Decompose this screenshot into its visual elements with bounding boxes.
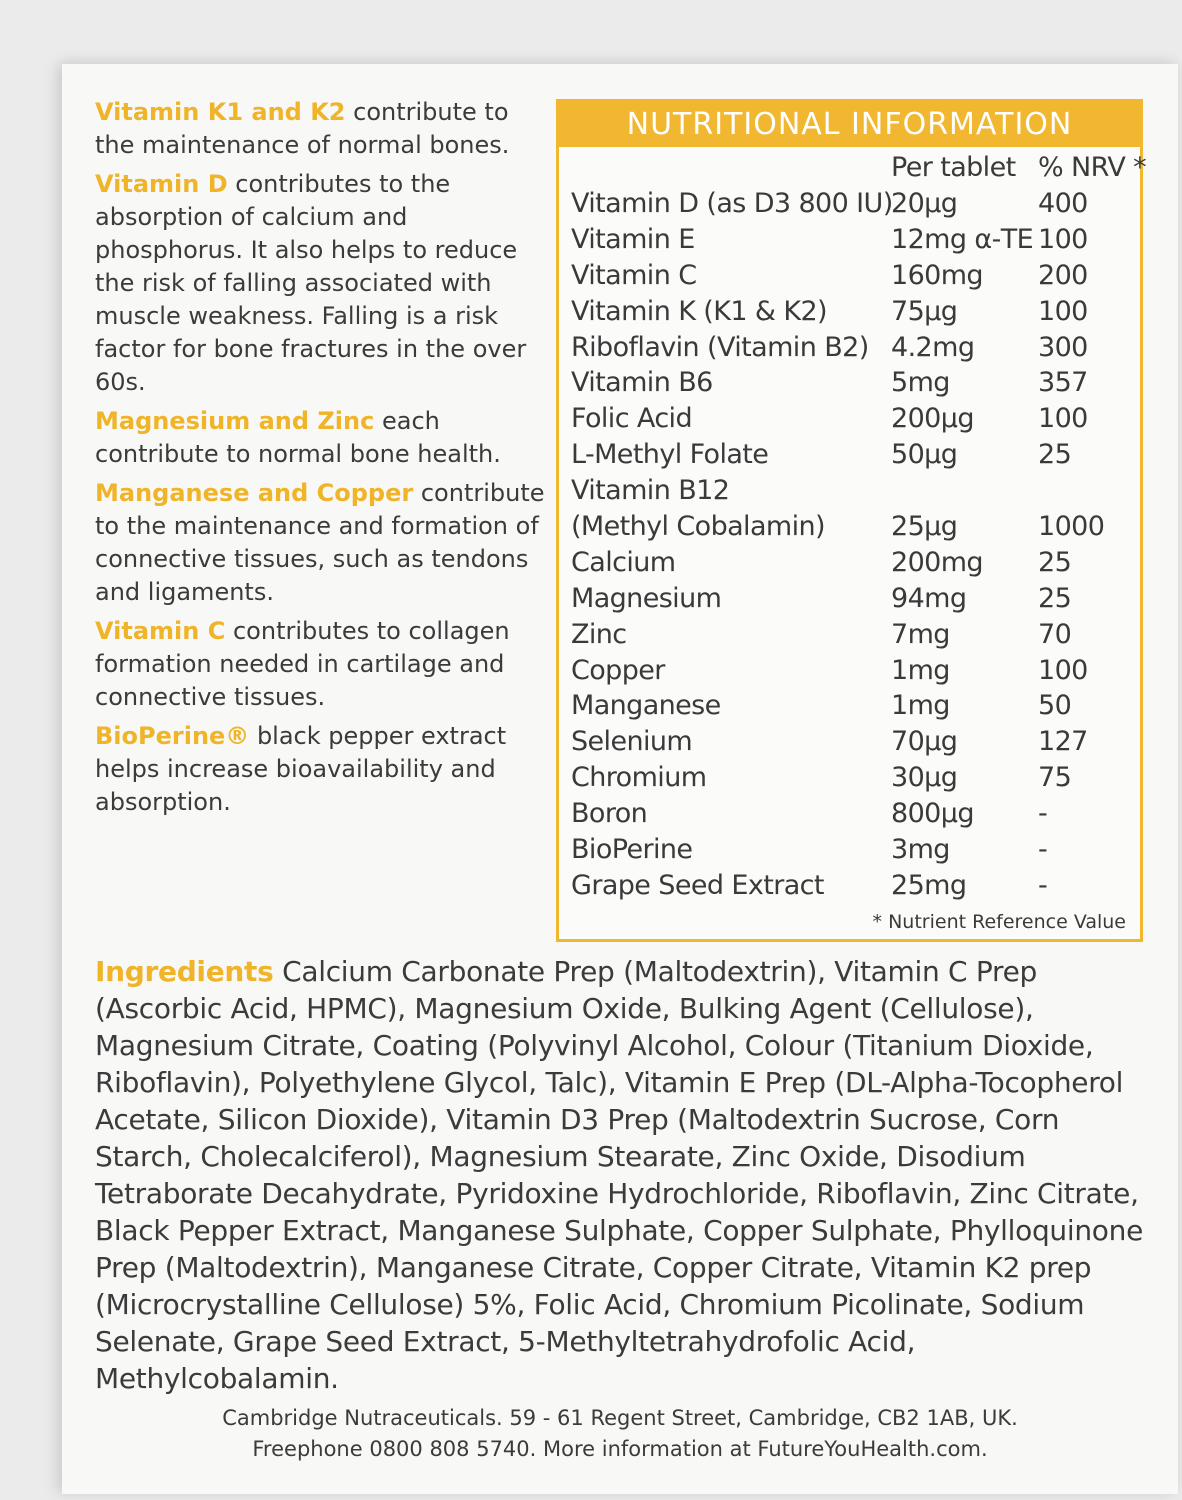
nutrient-nrv: 25 xyxy=(1038,582,1072,614)
nutrient-name: Vitamin E xyxy=(571,223,695,255)
nutrition-rows xyxy=(571,186,1148,904)
benefit-vitamin-d xyxy=(95,168,555,399)
nutrient-amount: 25µg xyxy=(891,511,958,543)
nutrition-row xyxy=(571,653,1148,689)
nutrient-amount xyxy=(891,473,1038,509)
benefit-vitamin-k xyxy=(95,96,555,162)
nutrient-name: Vitamin K (K1 & K2) xyxy=(571,295,827,327)
nutrition-row xyxy=(571,581,1148,617)
nutrient-amount: 800µg xyxy=(891,798,974,830)
nutrient-nrv: 100 xyxy=(1038,654,1088,686)
nutrient-nrv: 100 xyxy=(1038,223,1088,255)
nutrition-row xyxy=(571,365,1148,401)
nutrient-name: Vitamin D (as D3 800 IU) xyxy=(571,188,893,219)
nutrition-row xyxy=(571,832,1148,868)
nutrient-name: Grape Seed Extract xyxy=(571,869,824,901)
nutrient-name: (Methyl Cobalamin) xyxy=(571,511,825,543)
nutrition-row xyxy=(571,545,1148,581)
nutrient-amount: 94mg xyxy=(891,582,967,614)
nutrient-nrv: 127 xyxy=(1038,726,1088,758)
nutrition-row xyxy=(571,688,1148,724)
ingredients-label: Ingredients xyxy=(95,955,274,988)
nutrient-name: Chromium xyxy=(571,762,707,794)
company-contact: Freephone 0800 808 5740. More information at FutureYouHealth.com. xyxy=(252,1437,988,1461)
nutrient-name: Vitamin B6 xyxy=(571,367,713,399)
company-footer xyxy=(62,1403,1178,1465)
nutrient-amount: 30µg xyxy=(891,762,958,794)
nutrient-name: Vitamin B12 xyxy=(571,475,730,507)
nutrition-row xyxy=(571,401,1148,437)
nutrient-amount: 20µg xyxy=(891,188,958,219)
nrv-header: % NRV * xyxy=(1038,152,1147,183)
nutrient-name: L-Methyl Folate xyxy=(571,439,769,471)
benefit-highlight: BioPerine® xyxy=(95,722,250,750)
nutrient-amount: 4.2mg xyxy=(891,331,975,363)
nutrient-name: Folic Acid xyxy=(571,403,692,435)
nrv-footnote: * Nutrient Reference Value xyxy=(872,911,1126,933)
nutrient-name: Copper xyxy=(571,654,665,686)
nutrition-row xyxy=(571,760,1148,796)
benefit-text: contribute to the maintenance of normal bones. xyxy=(95,98,510,159)
benefit-text: contribute to the maintenance and formation of connective tissues, such as tendons and ligaments. xyxy=(95,479,545,606)
benefit-vitamin-c xyxy=(95,615,555,714)
nutrient-column-header xyxy=(571,150,891,186)
benefit-highlight: Manganese and Copper xyxy=(95,479,414,507)
nutrient-nrv: 25 xyxy=(1038,439,1072,471)
benefit-text: each contribute to normal bone health. xyxy=(95,407,501,468)
nutrient-nrv: 200 xyxy=(1038,259,1088,291)
nutrition-header-row xyxy=(571,150,1148,186)
nutrition-row xyxy=(571,330,1148,366)
nutrient-amount: 12mg α-TE xyxy=(891,223,1034,255)
nutrition-row xyxy=(571,186,1148,222)
per-tablet-header: Per tablet xyxy=(891,152,1016,183)
nutrition-row xyxy=(571,796,1148,832)
nutrient-name: BioPerine xyxy=(571,834,693,866)
company-address: Cambridge Nutraceuticals. 59 - 61 Regent Street, Cambridge, CB2 1AB, UK. xyxy=(222,1406,1018,1430)
nutrient-nrv xyxy=(1038,473,1148,509)
nutrient-nrv: 357 xyxy=(1038,367,1088,399)
benefit-highlight: Vitamin K1 and K2 xyxy=(95,98,346,126)
nutrient-nrv: - xyxy=(1038,798,1048,830)
nutrient-name: Zinc xyxy=(571,618,627,650)
nutrient-nrv: 300 xyxy=(1038,331,1088,363)
nutrient-name: Calcium xyxy=(571,546,676,578)
ingredients-section xyxy=(95,953,1145,1397)
nutrient-nrv: 70 xyxy=(1038,618,1072,650)
nutrient-nrv: - xyxy=(1038,869,1048,901)
nutrient-nrv: 25 xyxy=(1038,546,1072,578)
nutrient-name: Manganese xyxy=(571,690,721,722)
ingredients-text: Calcium Carbonate Prep (Maltodextrin), Vitamin C Prep (Ascorbic Acid, HPMC), Magnesium Oxide, Bulking Agent (Cellulose), Magnesium Citrate, Coating (Polyvinyl Alcohol, Colour (Titanium Dioxide, Riboflavin), Polyethylene Glycol, Talc), Vitamin E Prep (DL-Alpha-Tocopherol Acetate, Silicon Dioxide), Vitamin D3 Prep (Maltodextrin Sucrose, Corn Starch, Cholecalciferol), Magnesium Stearate, Zinc Oxide, Disodium Tetraborate Decahydrate, Pyridoxine Hydrochloride, Riboflavin, Zinc Citrate, Black Pepper Extract, Manganese Sulphate, Copper Sulphate, Phylloquinone Prep (Maltodextrin), Manganese Citrate, Copper Citrate, Vitamin K2 prep (Microcrystalline Cellulose) 5%, Folic Acid, Chromium Picolinate, Sodium Selenate, Grape Seed Extract, 5-Methyltetrahydrofolic Acid, Methylcobalamin. xyxy=(95,955,1143,1395)
benefit-bioperine xyxy=(95,720,555,819)
benefit-manganese-copper xyxy=(95,477,555,609)
benefit-highlight: Vitamin D xyxy=(95,170,228,198)
nutrient-amount: 200mg xyxy=(891,546,983,578)
nutrient-name: Boron xyxy=(571,798,648,830)
benefit-highlight: Vitamin C xyxy=(95,617,226,645)
nutrient-amount: 75µg xyxy=(891,295,958,327)
nutrient-nrv: 75 xyxy=(1038,762,1072,794)
benefit-text: black pepper extract helps increase bioavailability and absorption. xyxy=(95,722,507,816)
nutrient-name: Riboflavin (Vitamin B2) xyxy=(571,331,869,363)
nutrition-row xyxy=(571,868,1148,904)
benefits-section xyxy=(95,96,555,825)
nutrient-nrv: 1000 xyxy=(1038,511,1105,543)
nutrient-amount: 1mg xyxy=(891,654,950,686)
nutrition-row xyxy=(571,509,1148,545)
nutrient-amount: 7mg xyxy=(891,618,950,650)
benefit-text: contributes to collagen formation needed in cartilage and connective tissues. xyxy=(95,617,510,711)
nutrient-amount: 3mg xyxy=(891,834,950,866)
nutrition-row xyxy=(571,222,1148,258)
nutrition-row xyxy=(571,258,1148,294)
nutrient-nrv: 100 xyxy=(1038,295,1088,327)
nutrient-name: Vitamin C xyxy=(571,259,697,291)
nutrient-amount: 70µg xyxy=(891,726,958,758)
nutrient-amount: 50µg xyxy=(891,439,958,471)
nutrient-nrv: 400 xyxy=(1038,188,1088,219)
nutrient-name: Magnesium xyxy=(571,582,722,614)
nutrient-amount: 1mg xyxy=(891,690,950,722)
benefit-magnesium-zinc xyxy=(95,405,555,471)
nutrition-row xyxy=(571,473,1148,509)
nutrient-amount: 160mg xyxy=(891,259,983,291)
nutrient-name: Selenium xyxy=(571,726,693,758)
nutrition-title: NUTRITIONAL INFORMATION xyxy=(559,102,1140,147)
nutrient-nrv: - xyxy=(1038,834,1048,866)
nutrient-nrv: 50 xyxy=(1038,690,1072,722)
nutrition-row xyxy=(571,437,1148,473)
nutrient-nrv: 100 xyxy=(1038,403,1088,435)
benefit-highlight: Magnesium and Zinc xyxy=(95,407,375,435)
nutrition-panel xyxy=(556,99,1147,942)
nutrition-table xyxy=(571,150,1148,904)
benefit-text: contributes to the absorption of calcium and phosphorus. It also helps to reduce the risk of falling associated with muscle weakness. Falling is a risk factor for bone fractures in the over 60s. xyxy=(95,170,527,396)
nutrition-row xyxy=(571,294,1148,330)
nutrition-row xyxy=(571,724,1148,760)
nutrition-row xyxy=(571,617,1148,653)
nutrient-amount: 25mg xyxy=(891,869,967,901)
nutrient-amount: 5mg xyxy=(891,367,950,399)
nutrient-amount: 200µg xyxy=(891,403,974,435)
